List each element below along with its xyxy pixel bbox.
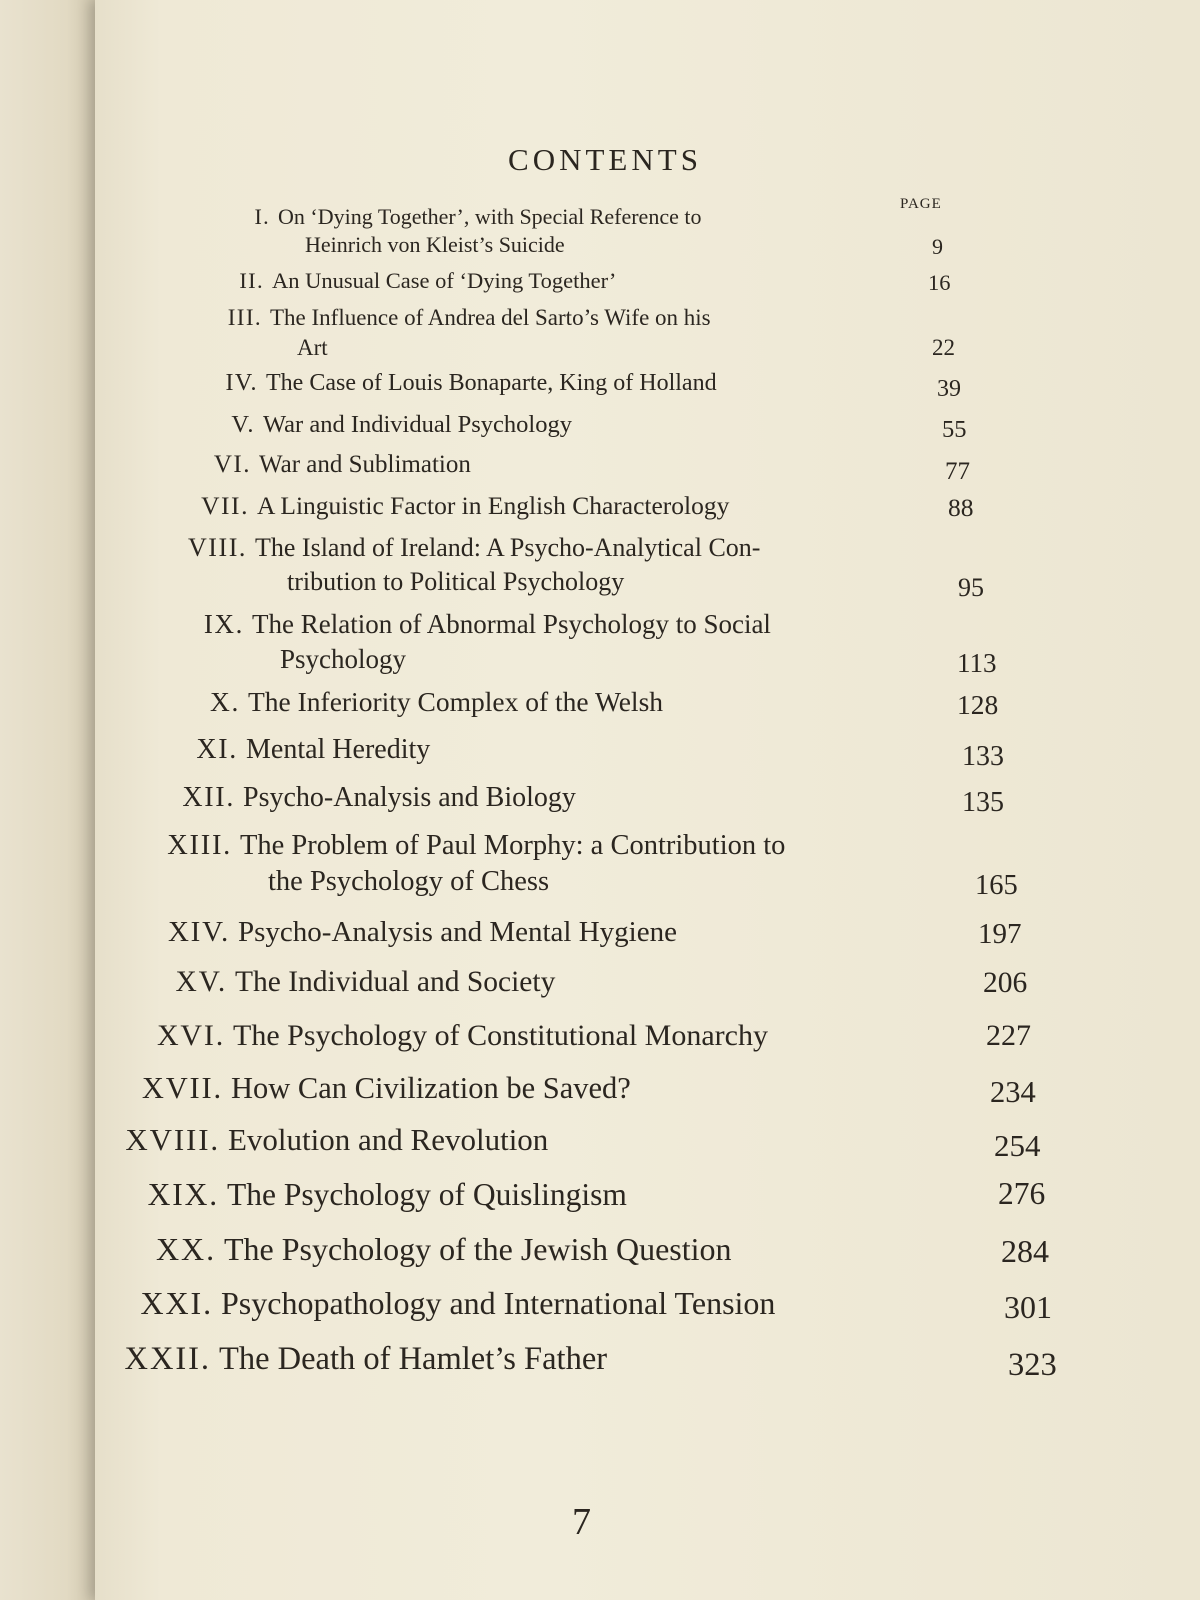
chapter-page-number: 197 [978,917,1022,950]
chapter-title: The Inferiority Complex of the Welsh [248,686,664,718]
chapter-page-number: 276 [998,1175,1046,1211]
chapter-page-number: 77 [945,457,970,485]
chapter-page-number: 128 [957,689,999,721]
chapter-title: The Psychology of the Jewish Question [224,1231,732,1268]
chapter-title: Psycho-Analysis and Mental Hygiene [238,915,677,948]
chapter-title: The Psychology of Quislingism [227,1176,627,1212]
chapter-title: The Problem of Paul Morphy: a Contribution to [240,830,786,862]
chapter-number: IV. [225,370,258,397]
chapter-number: XI. [196,733,238,765]
chapter-number: X. [209,686,240,718]
chapter-title: The Relation of Abnormal Psychology to Social [252,608,771,639]
chapter-page-number: 55 [942,415,967,443]
chapter-title-continuation: Heinrich von Kleist’s Suicide [305,232,565,258]
chapter-number: V. [231,410,255,438]
chapter-number: XIX. [147,1176,219,1212]
chapter-page-number: 22 [932,335,955,361]
chapter-title: Psychopathology and International Tension [221,1285,776,1322]
chapter-title: Evolution and Revolution [228,1122,549,1158]
chapter-number: XII. [182,781,235,813]
chapter-number: VII. [201,491,249,521]
chapter-page-number: 323 [1008,1346,1057,1383]
chapter-title: A Linguistic Factor in English Characterology [257,491,730,521]
chapter-number: XVII. [141,1070,223,1105]
chapter-number: XVI. [156,1019,225,1052]
chapter-title: Mental Heredity [246,733,431,765]
chapter-title: The Case of Louis Bonaparte, King of Holland [266,370,717,397]
chapter-number: XX. [156,1231,216,1268]
chapter-page-number: 227 [986,1019,1031,1052]
chapter-title: On ‘Dying Together’, with Special Reference to [278,204,702,230]
chapter-page-number: 133 [962,740,1004,772]
chapter-page-number: 88 [948,493,974,523]
chapter-number: II. [239,267,264,293]
chapter-title: The Psychology of Constitutional Monarchy [233,1019,768,1052]
chapter-page-number: 165 [975,870,1018,902]
chapter-page-number: 16 [928,269,951,295]
chapter-page-number: 284 [1001,1233,1049,1270]
chapter-title: War and Sublimation [259,450,471,478]
chapter-page-number: 135 [962,786,1004,818]
chapter-number: XV. [175,966,227,999]
chapter-number: XIV. [167,915,230,948]
page-number: 7 [572,1501,591,1543]
chapter-number: VIII. [187,532,247,562]
chapter-title: War and Individual Psychology [263,410,572,438]
chapter-title: The Influence of Andrea del Sarto’s Wife on his [270,305,711,331]
chapter-page-number: 301 [1004,1289,1052,1326]
chapter-number: XXII. [124,1340,211,1377]
chapter-title: The Individual and Society [235,966,556,999]
chapter-title: Psycho-Analysis and Biology [243,781,576,813]
chapter-title-continuation: Psychology [280,643,407,674]
chapter-number: III. [227,305,262,331]
chapter-number: VI. [213,450,251,478]
chapter-number: XVIII. [125,1122,220,1158]
contents-heading: CONTENTS [508,142,702,177]
chapter-title: The Island of Ireland: A Psycho-Analytical Con- [255,532,761,562]
chapter-title: How Can Civilization be Saved? [231,1070,631,1105]
chapter-page-number: 95 [958,572,984,602]
chapter-page-number: 9 [932,234,943,260]
chapter-title-continuation: Art [297,335,328,361]
chapter-title: The Death of Hamlet’s Father [219,1340,608,1377]
chapter-page-number: 206 [983,967,1028,1000]
chapter-page-number: 113 [957,647,997,678]
chapter-number: I. [254,204,270,230]
chapter-page-number: 234 [990,1074,1036,1109]
chapter-number: XXI. [140,1285,213,1322]
chapter-title-continuation: tribution to Political Psychology [287,566,625,596]
chapter-number: XIII. [167,830,232,862]
chapter-page-number: 39 [937,376,961,403]
chapter-title: An Unusual Case of ‘Dying Together’ [272,267,617,293]
chapter-page-number: 254 [994,1128,1041,1164]
page-column-label: PAGE [900,196,942,212]
chapter-title-continuation: the Psychology of Chess [268,866,550,898]
chapter-number: IX. [203,608,244,639]
